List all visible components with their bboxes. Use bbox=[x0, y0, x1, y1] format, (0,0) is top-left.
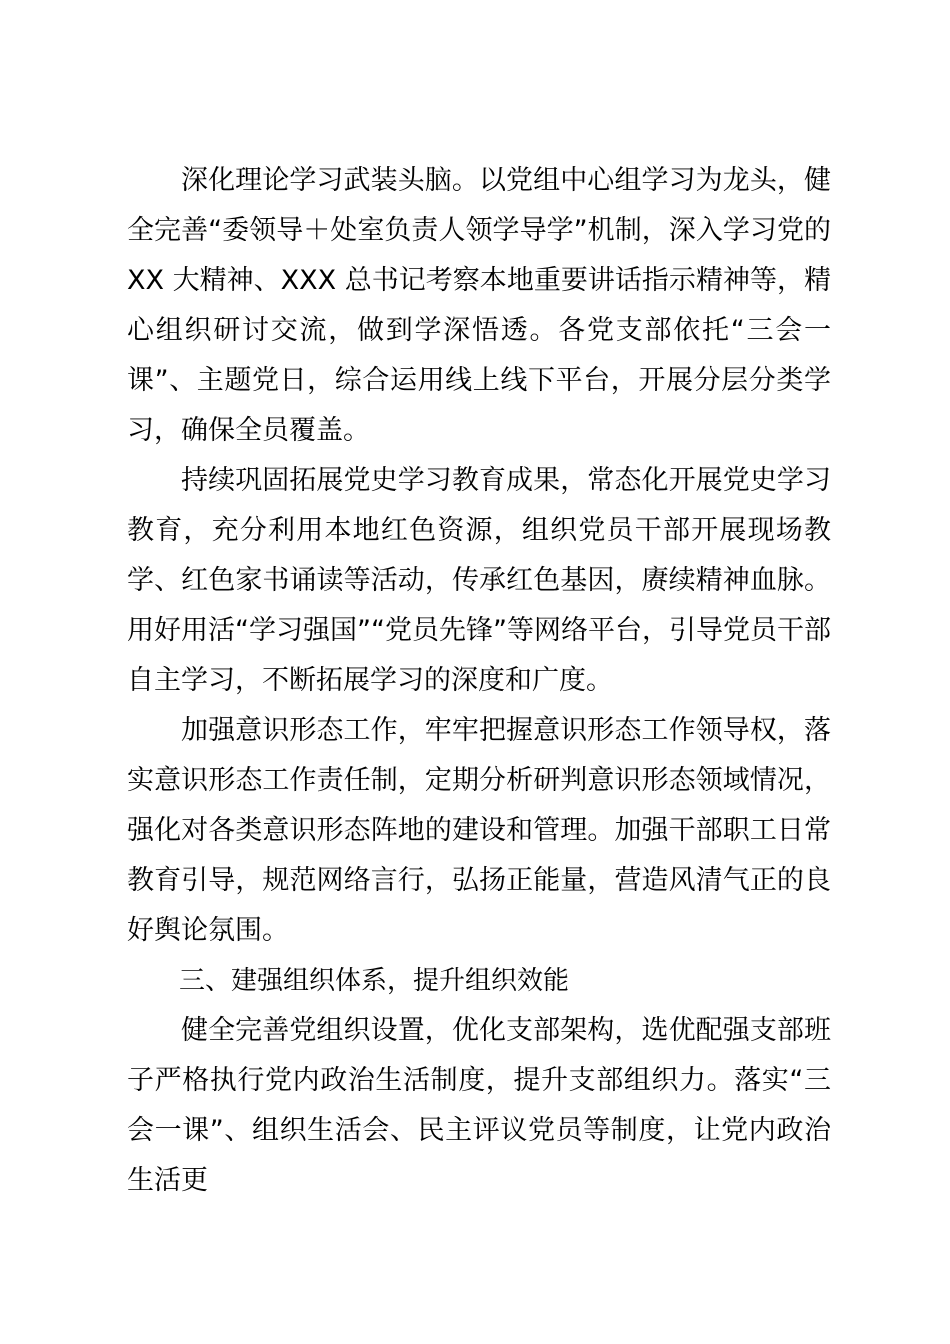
section-heading: 三、建强组织体系，提升组织效能 bbox=[179, 966, 570, 996]
paragraph-ideology-work: 加强意识形态工作，牢牢把握意识形态工作领导权，落实意识形态工作责任制，定期分析研判意识形态领域情况，强化对各类意识形态阵地的建设和管理。加强干部职工日常教育引导，规范网络言行，弘扬正能量，营造风清气正的良好舆论氛围。 bbox=[127, 715, 831, 946]
paragraph-party-history: 持续巩固拓展党史学习教育成果，常态化开展党史学习教育，充分利用本地红色资源，组织党员干部开展现场教学、红色家书诵读等活动，传承红色基因，赓续精神血脉。用好用活“学习强国”“党员先锋”等网络平台，引导党员干部自主学习，不断拓展学习的深度和广度。 bbox=[127, 465, 831, 696]
document-body bbox=[127, 156, 831, 1206]
paragraph-theory-study: 深化理论学习武装头脑。以党组中心组学习为龙头，健全完善“委领导＋处室负责人领学导学”机制，深入学习党的 XX 大精神、XXX 总书记考察本地重要讲话指示精神等，精心组织研讨交流，做到学深悟透。各党支部依托“三会一课”、主题党日，综合运用线上线下平台，开展分层分类学习，确保全员覆盖。 bbox=[127, 165, 831, 446]
paragraph-organization: 健全完善党组织设置，优化支部架构，选优配强支部班子严格执行党内政治生活制度，提升支部组织力。落实“三会一课”、组织生活会、民主评议党员等制度，让党内政治生活更 bbox=[127, 1015, 831, 1196]
